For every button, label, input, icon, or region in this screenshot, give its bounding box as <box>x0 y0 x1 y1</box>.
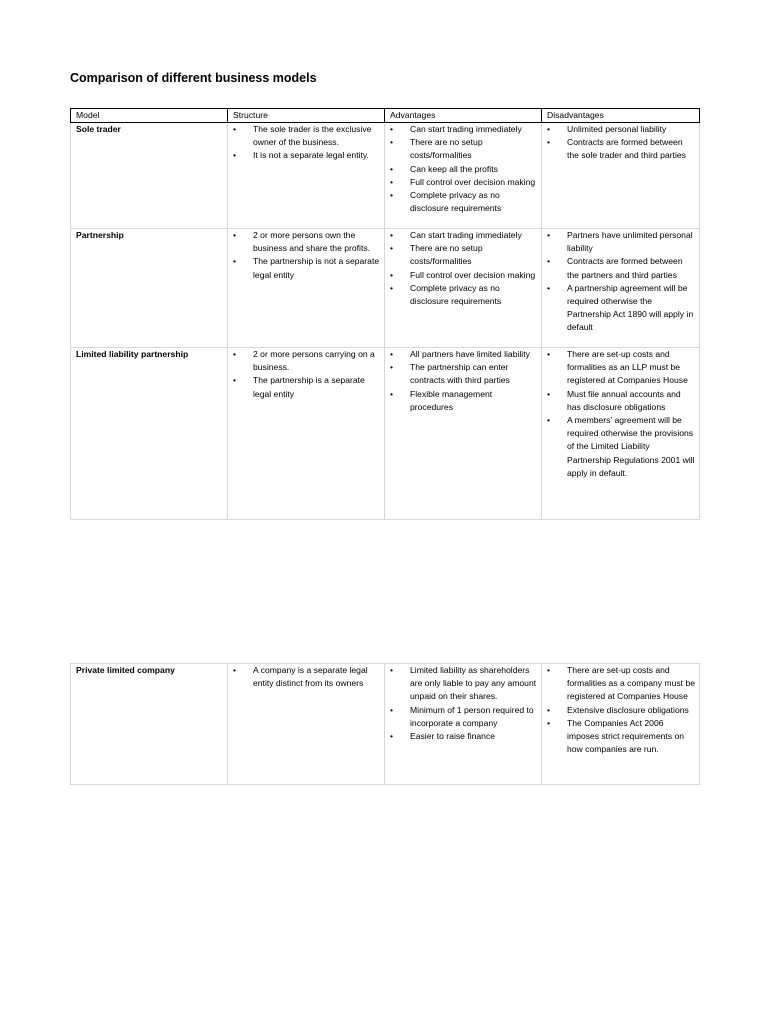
model-name: Limited liability partnership <box>71 348 228 520</box>
bullet-item: • There are set-up costs and formalities as a company must be registered at Companies House <box>547 664 695 704</box>
bullet-item: • Full control over decision making <box>390 176 537 189</box>
bullet-item: • Complete privacy as no disclosure requirements <box>390 189 537 215</box>
model-name: Sole trader <box>71 123 228 229</box>
bullet-item: • Can start trading immediately <box>390 229 537 242</box>
bullet-item: • Unlimited personal liability <box>547 123 695 136</box>
table-row <box>71 229 700 348</box>
bullet-item: • Full control over decision making <box>390 269 537 282</box>
bullet-item: • 2 or more persons carrying on a business. <box>233 348 380 374</box>
bullet-item: • There are no setup costs/formalities <box>390 242 537 268</box>
bullet-item: • Must file annual accounts and has disclosure obligations <box>547 388 695 414</box>
bullet-item: • The partnership is a separate legal entity <box>233 374 380 400</box>
bullet-item: • Contracts are formed between the partners and third parties <box>547 255 695 281</box>
disadvantages-cell <box>542 229 700 348</box>
bullet-item: • Can keep all the profits <box>390 163 537 176</box>
bullet-item: • The partnership can enter contracts with third parties <box>390 361 537 387</box>
advantages-cell <box>385 123 542 229</box>
structure-cell <box>228 348 385 520</box>
advantages-cell <box>385 664 542 785</box>
table-row <box>71 348 700 520</box>
bullet-item: • A partnership agreement will be required otherwise the Partnership Act 1890 will apply in default <box>547 282 695 335</box>
bullet-item: • Easier to raise finance <box>390 730 537 743</box>
bullet-item: • It is not a separate legal entity. <box>233 149 380 162</box>
structure-cell <box>228 664 385 785</box>
advantages-cell <box>385 348 542 520</box>
bullet-item: • Contracts are formed between the sole trader and third parties <box>547 136 695 162</box>
bullet-item: • The Companies Act 2006 imposes strict requirements on how companies are run. <box>547 717 695 757</box>
disadvantages-cell <box>542 664 700 785</box>
bullet-item: • 2 or more persons own the business and share the profits. <box>233 229 380 255</box>
bullet-item: • Can start trading immediately <box>390 123 537 136</box>
structure-cell <box>228 123 385 229</box>
model-name: Partnership <box>71 229 228 348</box>
disadvantages-cell <box>542 123 700 229</box>
disadvantages-cell <box>542 348 700 520</box>
bullet-item: • Limited liability as shareholders are only liable to pay any amount unpaid on their shares. <box>390 664 537 704</box>
model-name: Private limited company <box>71 664 228 785</box>
bullet-item: • Flexible management procedures <box>390 388 537 414</box>
bullet-item: • There are no setup costs/formalities <box>390 136 537 162</box>
bullet-item: • Complete privacy as no disclosure requirements <box>390 282 537 308</box>
bullet-item: • Minimum of 1 person required to incorporate a company <box>390 704 537 730</box>
bullet-item: • There are set-up costs and formalities as an LLP must be registered at Companies House <box>547 348 695 388</box>
bullet-item: • A members' agreement will be required otherwise the provisions of the Limited Liability Partnership Regulations 2001 will apply in default. <box>547 414 695 480</box>
advantages-cell <box>385 229 542 348</box>
bullet-item: • Partners have unlimited personal liability <box>547 229 695 255</box>
bullet-item: • The sole trader is the exclusive owner of the business. <box>233 123 380 149</box>
table-row <box>71 123 700 229</box>
structure-cell <box>228 229 385 348</box>
header-structure: Structure <box>228 109 385 123</box>
header-advantages: Advantages <box>385 109 542 123</box>
comparison-table-continued <box>70 663 700 785</box>
page-title: Comparison of different business models <box>70 71 317 85</box>
bullet-item: • All partners have limited liability <box>390 348 537 361</box>
bullet-item: • Extensive disclosure obligations <box>547 704 695 717</box>
table-header-row <box>71 109 700 123</box>
comparison-table <box>70 108 700 520</box>
bullet-item: • A company is a separate legal entity distinct from its owners <box>233 664 380 690</box>
header-disadvantages: Disadvantages <box>542 109 700 123</box>
table-row <box>71 664 700 785</box>
header-model: Model <box>71 109 228 123</box>
bullet-item: • The partnership is not a separate legal entity <box>233 255 380 281</box>
